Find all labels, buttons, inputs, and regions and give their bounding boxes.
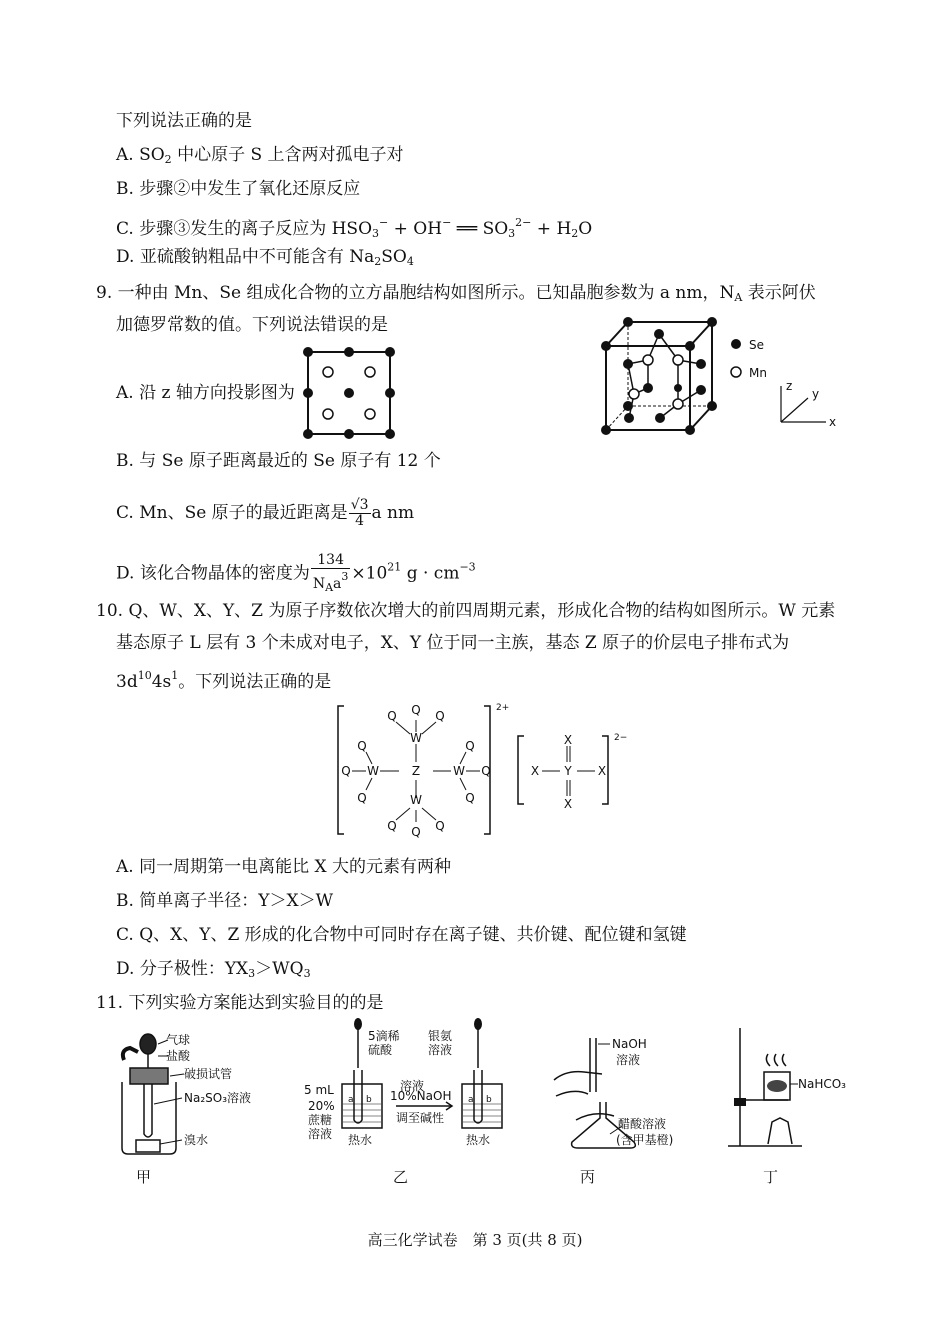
yi-hot-water-label: 热水 — [466, 1133, 491, 1147]
axis-y-label: y — [812, 387, 820, 401]
yi-naoh-label: 10%NaOH — [390, 1089, 452, 1103]
atom-q: Q — [387, 819, 397, 833]
yi-hot-water-label: 热水 — [348, 1133, 373, 1147]
atom-w-bottom: W — [410, 793, 422, 807]
complex-structure-diagram — [336, 700, 636, 840]
atom-q: Q — [357, 739, 367, 753]
atom-z-center: Z — [411, 764, 421, 778]
cation-charge: 2+ — [496, 703, 510, 713]
yi-drops-label: 5滴稀 — [368, 1029, 400, 1043]
yi-acid-label: 硫酸 — [368, 1043, 393, 1057]
atom-x: X — [597, 764, 607, 778]
jia-tube-label: 破损试管 — [184, 1067, 233, 1081]
q10-stem-line1: 10. Q、W、X、Y、Z 为原子序数依次增大的前四周期元素，形成化合物的结构如图所示。W 元素 — [96, 601, 836, 621]
anion-charge: 2− — [614, 733, 628, 743]
q9-stem-line2: 加德罗常数的值。下列说法错误的是 — [116, 315, 388, 335]
q8-option-b: B. 步骤②中发生了氧化还原反应 — [116, 179, 361, 199]
yi-silver-label: 银氨 — [428, 1029, 453, 1043]
bing-solution-label: 溶液 — [616, 1053, 641, 1067]
legend-mn-label: Mn — [749, 366, 767, 380]
atom-w-top: W — [410, 731, 422, 745]
q9-stem-line1: 9. 一种由 Mn、Se 组成化合物的立方晶胞结构如图所示。已知晶胞参数为 a nm，$N_A$ 表示阿伏 — [96, 283, 816, 304]
yi-adjust-label: 调至碱性 — [396, 1111, 445, 1125]
yi-silver-solution-label: 溶液 — [428, 1043, 453, 1057]
atom-q: Q — [435, 819, 445, 833]
q10-option-b: B. 简单离子半径：Y＞X＞W — [116, 891, 334, 911]
caption-yi: 乙 — [393, 1168, 409, 1186]
atom-w-left: W — [367, 764, 379, 778]
atom-q: Q — [411, 825, 421, 839]
q9-option-d: D. 该化合物晶体的密度为 $\frac{134}{N_Aa^3}$ $\times 10^{21}$ $g \cdot cm^{-3}$ — [116, 552, 476, 594]
yi-percent-label: 20% — [308, 1099, 335, 1113]
apparatus-ding — [718, 1020, 858, 1160]
apparatus-bing — [544, 1032, 684, 1162]
jia-acid-label: 盐酸 — [166, 1049, 191, 1063]
apparatus-jia — [108, 1030, 258, 1160]
atom-w-right: W — [453, 764, 465, 778]
yi-label-b: b — [486, 1095, 492, 1105]
q10-option-a: A. 同一周期第一电离能比 X 大的元素有两种 — [116, 857, 451, 877]
q11-stem: 11. 下列实验方案能达到实验目的的是 — [96, 993, 384, 1013]
caption-jia: 甲 — [136, 1168, 152, 1186]
atom-q: Q — [435, 709, 445, 723]
axis-z-label: z — [786, 379, 793, 393]
atom-q: Q — [387, 709, 397, 723]
atom-x: X — [563, 797, 573, 811]
bing-naoh-label: NaOH — [612, 1037, 647, 1051]
q10-option-c: C. Q、X、Y、Z 形成的化合物中可同时存在离子键、共价键、配位键和氢键 — [116, 925, 687, 945]
jia-solution-label: Na₂SO₃溶液 — [184, 1091, 252, 1105]
yi-label-b: b — [366, 1095, 372, 1105]
bing-acetic-label: 醋酸溶液 — [618, 1117, 667, 1131]
q8-stem: 下列说法正确的是 — [116, 111, 252, 131]
q8-option-c: C. 步骤③发生的离子反应为 $HSO_3^- + OH^-$ ══ $SO_3^{2-} + H_2O$ — [116, 216, 593, 240]
unit-cell-diagram — [600, 318, 850, 448]
caption-ding: 丁 — [763, 1168, 779, 1186]
atom-q: Q — [411, 703, 421, 717]
atom-y-center: Y — [564, 764, 572, 778]
q10-stem-line2: 基态原子 L 层有 3 个未成对电子，X、Y 位于同一主族，基态 Z 原子的价层电子排布式为 — [116, 633, 790, 653]
atom-q: Q — [357, 791, 367, 805]
q9-option-a: A. 沿 z 轴方向投影图为 — [116, 383, 295, 403]
q10-stem-line3: $3d^{10}4s^1$。下列说法正确的是 — [116, 669, 332, 692]
page-footer: 高三化学试卷 第 3 页(共 8 页) — [367, 1231, 583, 1249]
caption-bing: 丙 — [580, 1168, 596, 1186]
yi-label-a: a — [468, 1095, 474, 1105]
legend-se-label: Se — [749, 338, 764, 352]
yi-solution-label: 溶液 — [308, 1127, 333, 1141]
yi-volume-label: 5 mL — [304, 1083, 334, 1097]
ding-nahco3-label: NaHCO₃ — [798, 1077, 846, 1091]
yi-naoh-solution-label: 溶液 — [400, 1079, 425, 1093]
apparatus-yi — [302, 1018, 522, 1148]
q8-option-d: D. 亚硫酸钠粗品中不可能含有 $Na_2SO_4$ — [116, 247, 414, 268]
bing-indicator-label: (含甲基橙) — [616, 1133, 674, 1147]
jia-bromine-label: 溴水 — [184, 1133, 209, 1147]
atom-x: X — [563, 733, 573, 747]
atom-q: Q — [341, 764, 351, 778]
projection-diagram — [304, 348, 394, 438]
atom-x: X — [530, 764, 540, 778]
q8-option-a: A. $SO_2$ 中心原子 S 上含两对孤电子对 — [116, 145, 404, 166]
axis-x-label: x — [829, 415, 837, 429]
jia-balloon-label: 气球 — [166, 1033, 191, 1047]
q9-option-b: B. 与 Se 原子距离最近的 Se 原子有 12 个 — [116, 451, 441, 471]
q9-option-c: C. Mn、Se 原子的最近距离是 $\frac{√3}{4}$ a nm — [116, 497, 415, 529]
atom-q: Q — [465, 791, 475, 805]
q10-option-d: D. 分子极性：$YX_3>WQ_3$ — [116, 959, 311, 980]
yi-sugar-label: 蔗糖 — [308, 1113, 333, 1127]
atom-q: Q — [465, 739, 475, 753]
yi-label-a: a — [348, 1095, 354, 1105]
atom-q: Q — [481, 764, 491, 778]
